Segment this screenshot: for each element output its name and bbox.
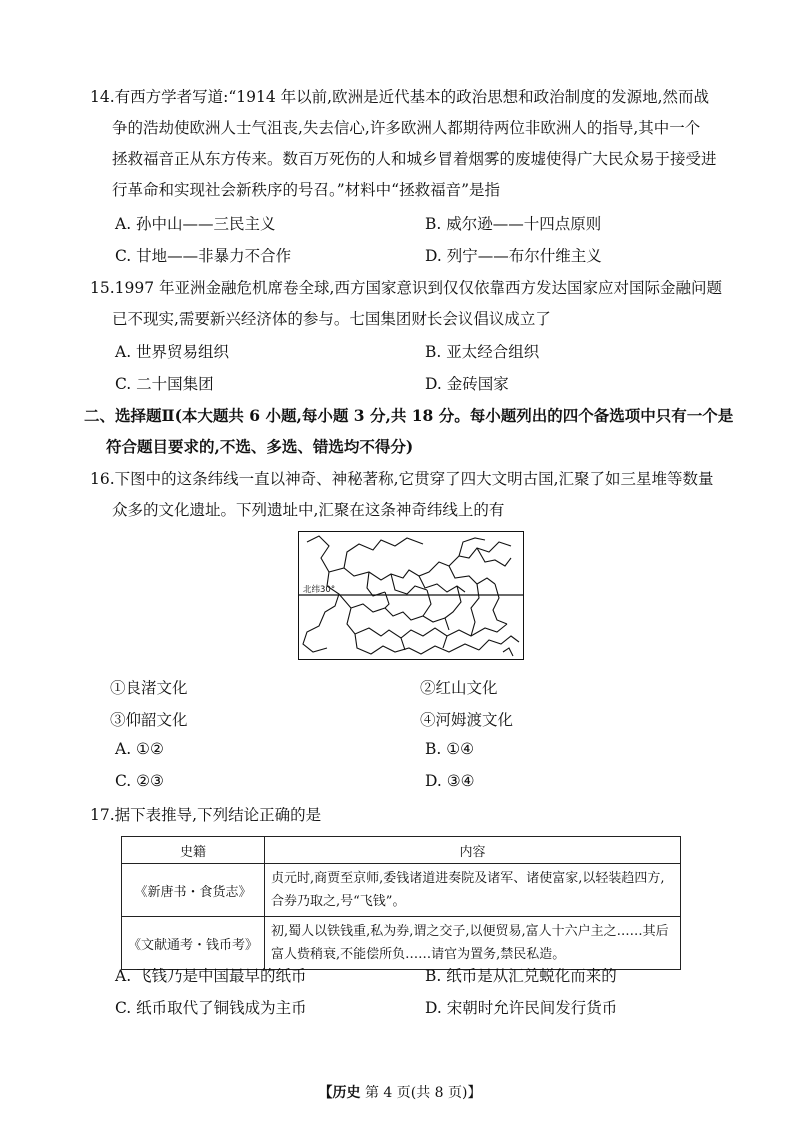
page-footer bbox=[0, 1082, 800, 1102]
q16-line: 众多的文化遗址。下列遗址中,汇聚在这条神奇纬线上的有 bbox=[112, 501, 505, 519]
q14-line: 行革命和实现社会新秩序的号召。”材料中“拯救福音”是指 bbox=[112, 181, 501, 199]
section-2-line: 二、选择题Ⅱ(本大题共 6 小题,每小题 3 分,共 18 分。每小题列出的四个备选项中只有一个是 bbox=[84, 406, 734, 425]
option-d[interactable]: D. 宋朝时允许民间发行货币 bbox=[425, 999, 618, 1017]
table-cell-source: 《新唐书・食货志》 bbox=[122, 864, 265, 917]
option-a[interactable]: A. 孙中山——三民主义 bbox=[115, 215, 276, 233]
table-header-row bbox=[122, 837, 681, 864]
latitude-label: 北纬30° bbox=[303, 585, 336, 595]
q17-table bbox=[121, 836, 681, 970]
q16-line: 16.下图中的这条纬线一直以神奇、神秘著称,它贯穿了四大文明古国,汇聚了如三星堆等数量 bbox=[90, 470, 714, 488]
q14-line: 拯救福音正从东方传来。数百万死伤的人和城乡冒着烟雾的废墟使得广大民众易于接受进 bbox=[112, 150, 717, 168]
q14-line: 14.有西方学者写道:“1914 年以前,欧洲是近代基本的政治思想和政治制度的发源地,然而战 bbox=[90, 88, 710, 106]
map-svg bbox=[299, 532, 523, 659]
option-a[interactable]: A. ①② bbox=[115, 740, 164, 758]
option-b[interactable]: B. 亚太经合组织 bbox=[425, 343, 540, 361]
table-header-source: 史籍 bbox=[122, 837, 265, 864]
table-cell-content: 贞元时,商贾至京师,委钱诸道进奏院及诸军、诸使富家,以轻装趋四方,合券乃取之,号“飞钱”。 bbox=[265, 864, 681, 917]
table-row bbox=[122, 917, 681, 970]
question-14 bbox=[90, 82, 730, 206]
item-4: ④河姆渡文化 bbox=[420, 711, 514, 729]
option-d[interactable]: D. 金砖国家 bbox=[425, 375, 509, 393]
question-15 bbox=[90, 273, 730, 335]
china-map-figure bbox=[298, 531, 524, 660]
section-2-header bbox=[84, 400, 734, 462]
table-cell-content: 初,蜀人以铁钱重,私为券,谓之交子,以便贸易,富人十六户主之……其后富人赀稍衰,不能偿所负……请官为置务,禁民私造。 bbox=[265, 917, 681, 970]
item-1: ①良渚文化 bbox=[110, 679, 188, 697]
question-16 bbox=[90, 464, 730, 526]
option-a[interactable]: A. 世界贸易组织 bbox=[115, 343, 230, 361]
option-c[interactable]: C. 甘地——非暴力不合作 bbox=[115, 247, 292, 265]
option-c[interactable]: C. ②③ bbox=[115, 772, 164, 790]
option-b[interactable]: B. 威尔逊——十四点原则 bbox=[425, 215, 602, 233]
item-3: ③仰韶文化 bbox=[110, 711, 188, 729]
item-2: ②红山文化 bbox=[420, 679, 498, 697]
table-cell-source: 《文献通考・钱币考》 bbox=[122, 917, 265, 970]
footer-page: 第 4 页(共 8 页)】 bbox=[364, 1085, 482, 1101]
option-a[interactable]: A. 飞钱乃是中国最早的纸币 bbox=[115, 967, 307, 985]
table-row bbox=[122, 864, 681, 917]
option-c[interactable]: C. 二十国集团 bbox=[115, 375, 214, 393]
option-b[interactable]: B. 纸币是从汇兑蜕化而来的 bbox=[425, 967, 617, 985]
section-2-line: 符合题目要求的,不选、多选、错选均不得分) bbox=[106, 437, 414, 456]
option-b[interactable]: B. ①④ bbox=[425, 740, 475, 758]
province-borders bbox=[303, 536, 519, 656]
question-17 bbox=[90, 800, 730, 831]
q15-line: 15.1997 年亚洲金融危机席卷全球,西方国家意识到仅仅依靠西方发达国家应对国际金融问题 bbox=[90, 279, 722, 297]
option-c[interactable]: C. 纸币取代了铜钱成为主币 bbox=[115, 999, 307, 1017]
option-d[interactable]: D. ③④ bbox=[425, 772, 475, 790]
footer-subject: 【历史 bbox=[318, 1085, 361, 1101]
q15-line: 已不现实,需要新兴经济体的参与。七国集团财长会议倡议成立了 bbox=[112, 310, 551, 328]
option-d[interactable]: D. 列宁——布尔什维主义 bbox=[425, 247, 602, 265]
table-header-content: 内容 bbox=[265, 837, 681, 864]
q14-line: 争的浩劫使欧洲人士气沮丧,失去信心,许多欧洲人都期待两位非欧洲人的指导,其中一个 bbox=[112, 119, 701, 137]
q17-line: 17.据下表推导,下列结论正确的是 bbox=[90, 806, 322, 824]
